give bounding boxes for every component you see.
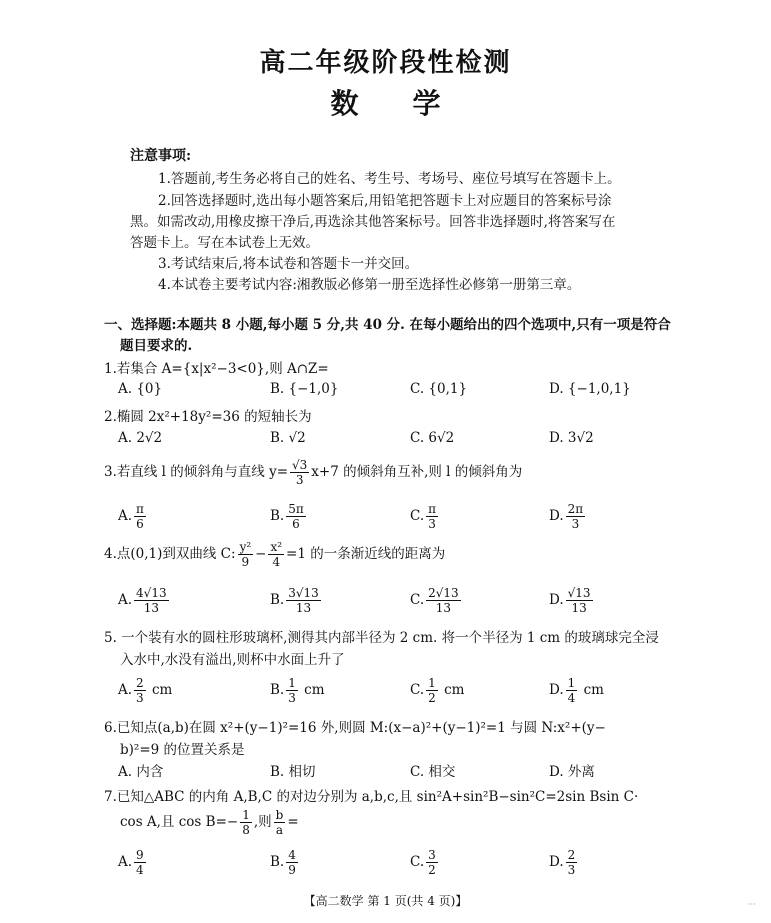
q6-option-c: C. 相交	[410, 764, 456, 780]
subject-title: 数学	[330, 87, 495, 120]
q7-option-b: B. $\frac{4}{9}$	[270, 848, 296, 877]
q7-option-c: C. $\frac{3}{2}$	[410, 848, 436, 877]
q4-option-b: B. $\frac{3√13}{13}$	[270, 586, 319, 615]
notice-line: 黑。如需改动,用橡皮擦干净后,再选涂其他答案标号。回答非选择题时,将答案写在	[130, 214, 616, 230]
q2-option-c: C. 6√2	[410, 430, 455, 446]
q3-text-post: x+7 的倾斜角互补,则 l 的倾斜角为	[311, 464, 523, 480]
q5-option-a: A. $\frac{2}{3}$ cm	[118, 676, 173, 705]
q4-option-d: D. $\frac{√13}{13}$	[549, 586, 591, 615]
notice-line: 答题卡上。写在本试卷上无效。	[130, 235, 319, 251]
question-6-cont: b)²=9 的位置关系是	[120, 742, 245, 758]
q3-option-c: C. $\frac{\pi}{3}$	[410, 502, 437, 531]
section-heading: 一、选择题:本题共 8 小题,每小题 5 分,共 40 分. 在每小题给出的四个选项中,只有一项是符合	[104, 317, 671, 333]
q5-option-b: B. $\frac{1}{3}$ cm	[270, 676, 325, 705]
q3-fraction: $\frac{√3}{3}$	[292, 458, 308, 487]
page-footer: 【高二数学 第 1 页(共 4 页)】	[303, 894, 468, 908]
question-7-cont: cos A,且 cos B=− $\frac{1}{8}$ ,则 $\frac{b}{a}$ =	[120, 808, 299, 837]
q5-option-d: D. $\frac{1}{4}$ cm	[549, 676, 604, 705]
q3-option-a: A. $\frac{\pi}{6}$	[118, 502, 144, 531]
notice-line: 4.本试卷主要考试内容:湘教版必修第一册至选择性必修第一册第三章。	[158, 277, 581, 293]
exam-title: 高二年级阶段性检测	[259, 48, 512, 78]
q3-option-b: B. $\frac{5\pi}{6}$	[270, 502, 304, 531]
q2-option-b: B. √2	[270, 430, 306, 446]
q6-option-b: B. 相切	[270, 764, 316, 780]
q3-option-d: D. $\frac{2\pi}{3}$	[549, 502, 584, 531]
notice-line: 2.回答选择题时,选出每小题答案后,用铅笔把答题卡上对应题目的答案标号涂	[158, 193, 612, 209]
q5-option-c: C. $\frac{1}{2}$ cm	[410, 676, 465, 705]
question-5-cont: 入水中,水没有溢出,则杯中水面上升了	[120, 652, 345, 668]
notice-title: 注意事项:	[130, 148, 192, 164]
q1-option-d: D. {−1,0,1}	[549, 381, 631, 397]
q6-option-d: D. 外离	[549, 764, 595, 780]
q1-option-b: B. {−1,0}	[270, 381, 339, 397]
corner-mark: ···	[748, 900, 756, 909]
q2-option-d: D. 3√2	[549, 430, 594, 446]
q2-option-a: A. 2√2	[118, 430, 163, 446]
question-2: 2.椭圆 2x²+18y²=36 的短轴长为	[104, 409, 312, 425]
question-5: 5. 一个装有水的圆柱形玻璃杯,测得其内部半径为 2 cm. 将一个半径为 1 cm 的玻璃球完全浸	[104, 630, 659, 646]
question-7: 7.已知△ABC 的内角 A,B,C 的对边分别为 a,b,c,且 sin²A+sin²B−sin²C=2sin Bsin C·	[104, 789, 639, 805]
q1-option-c: C. {0,1}	[410, 381, 468, 397]
notice-line: 1.答题前,考生务必将自己的姓名、考生号、考场号、座位号填写在答题卡上。	[158, 171, 621, 187]
q4-option-a: A. $\frac{4√13}{13}$	[118, 586, 167, 615]
notice-line: 3.考试结束后,将本试卷和答题卡一并交回。	[158, 256, 419, 272]
question-4: 4.点(0,1)到双曲线 C: $\frac{\text{y²}}{9}$ − $\frac{\text{x²}}{4}$ =1 的一条渐近线的距离为	[104, 540, 446, 569]
q4-option-c: C. $\frac{2√13}{13}$	[410, 586, 459, 615]
q7-option-a: A. $\frac{9}{4}$	[118, 848, 144, 877]
q1-option-a: A. {0}	[118, 381, 163, 397]
q6-option-a: A. 内含	[118, 764, 164, 780]
section-heading-cont: 题目要求的.	[120, 338, 193, 354]
question-3	[104, 458, 522, 487]
q3-text-pre: 3.若直线 l 的倾斜角与直线 y=	[104, 464, 289, 480]
question-1: 1.若集合 A={x|x²−3<0},则 A∩Z=	[104, 361, 329, 377]
question-6: 6.已知点(a,b)在圆 x²+(y−1)²=16 外,则圆 M:(x−a)²+(y−1)²=1 与圆 N:x²+(y−	[104, 720, 606, 736]
q7-option-d: D. $\frac{2}{3}$	[549, 848, 576, 877]
